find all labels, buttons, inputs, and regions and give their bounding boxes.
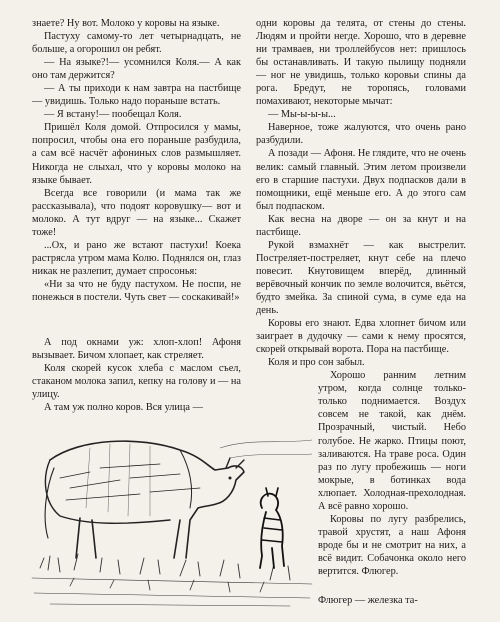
paragraph: Всегда все говорили (и мама так же рассказывала), что подоят коровушку— вот и молоко. А тут вдруг — на языке... Скажет тоже! [32,187,241,238]
cow-and-dog-illustration [30,408,315,608]
paragraph: Пастуху самому-то лет четырнадцать, не больше, а огорошил он ребят. [32,31,241,56]
paragraph: Коровы его знают. Едва хлопнет бичом или заиграет в дудочку — сами к нему просятся, скорей открывай ворота. Пора на пастбище. [256,318,466,356]
paragraph: — Мы-ы-ы-ы... [268,109,336,121]
final-line: Флюгер — железка та- [318,595,418,606]
paragraph: — На языке?!— усомнился Коля.— А как оно там держится? [32,57,241,82]
paragraph: Коля скорей кусок хлеба с маслом съел, стаканом молока запил, кепку на голову и — на улицу. [32,363,241,401]
left-text-column-continued [32,336,241,414]
cow-figure [45,441,244,558]
paragraph: «Ни за что не буду пастухом. Не поспи, не понежься в постели. Чуть свет — соскакивай!» [32,278,241,303]
paragraph: А под окнами уж: хлоп-хлоп! Афоня вызывает. Бичом хлопает, как стреляет. [32,337,241,362]
paragraph: ...Ох, и рано же встают пастухи! Коека растрясла утром мама Колю. Поднялся он, глаз никак не разлепит, думает спросонья: [32,239,241,277]
dog-figure [260,488,284,568]
paragraph: А позади — Афоня. Не глядите, что не очень велик: самый главный. Этим летом произвели его в старшие пастухи. Двух подпасков дали в помощники, ещё меньше его. А до этого сам был подпаском. [256,148,466,212]
paragraph: одни коровы да телята, от стены до стены. Людям и пройти негде. Хорошо, что в деревне ни трамваев, ни троллейбусов нет: пришлось бы останавливать. И такую пылищу подняли — ног не увидишь, только коровьи спины да рога. Бредут, не торопясь, головами помахивают, некоторые мычат: [256,18,466,108]
paragraph: Коля и про сон забыл. [268,357,365,369]
paragraph: Рукой взмахнёт — как выстрелит. Постреляет-постреляет, кнут себе на плечо повесит. Кнутовищем вперёд, длинный верёвочный кончик по земле волочится, вьётся, будто змейка. За спиной сума, в суме еда на день. [256,239,466,317]
distant-hills [220,440,312,458]
paragraph: — А ты приходи к нам завтра на пастбище — увидишь. Только надо пораньше встать. [32,83,241,108]
paragraph: — Я встану!— пообещал Коля. [44,109,182,121]
paragraph: А там уж полно коров. Вся улица — [44,402,203,414]
paragraph: Хорошо ранним летним утром, когда солнце только-только поднимается. Воздух совсем не такой, как днём. Прозрачный, чистый. Небо голубое. Не жарко. Птицы поют, заливаются. На траве роса. Один раз по лугу пробежишь — ноги мокрые, в ботинках вода хлюпает. Холодная-прехолодная. А всё равно хорошо. [318,370,466,512]
paragraph: Пришёл Коля домой. Отпросился у мамы, попросил, чтобы она его пораньше разбудила, а сам всё насчёт афониных слов размышляет. Никогда не слыхал, что у коровы молоко на языке бывает. [32,122,241,186]
paragraph: Коровы по лугу разбрелись, травой хрустят, а наш Афоня вроде бы и не смотрит на них, а всё видит. Собачонка около него вертится. Флюгер. [318,513,466,577]
paragraph: знаете? Ну вот. Молоко у коровы на языке. [32,18,220,29]
left-text-column [32,17,241,304]
paragraph: Наверное, тоже жалуются, что очень рано разбудили. [256,122,466,147]
paragraph: Как весна на дворе — он за кнут и на пастбище. [256,213,466,238]
grass-ground [32,554,312,606]
